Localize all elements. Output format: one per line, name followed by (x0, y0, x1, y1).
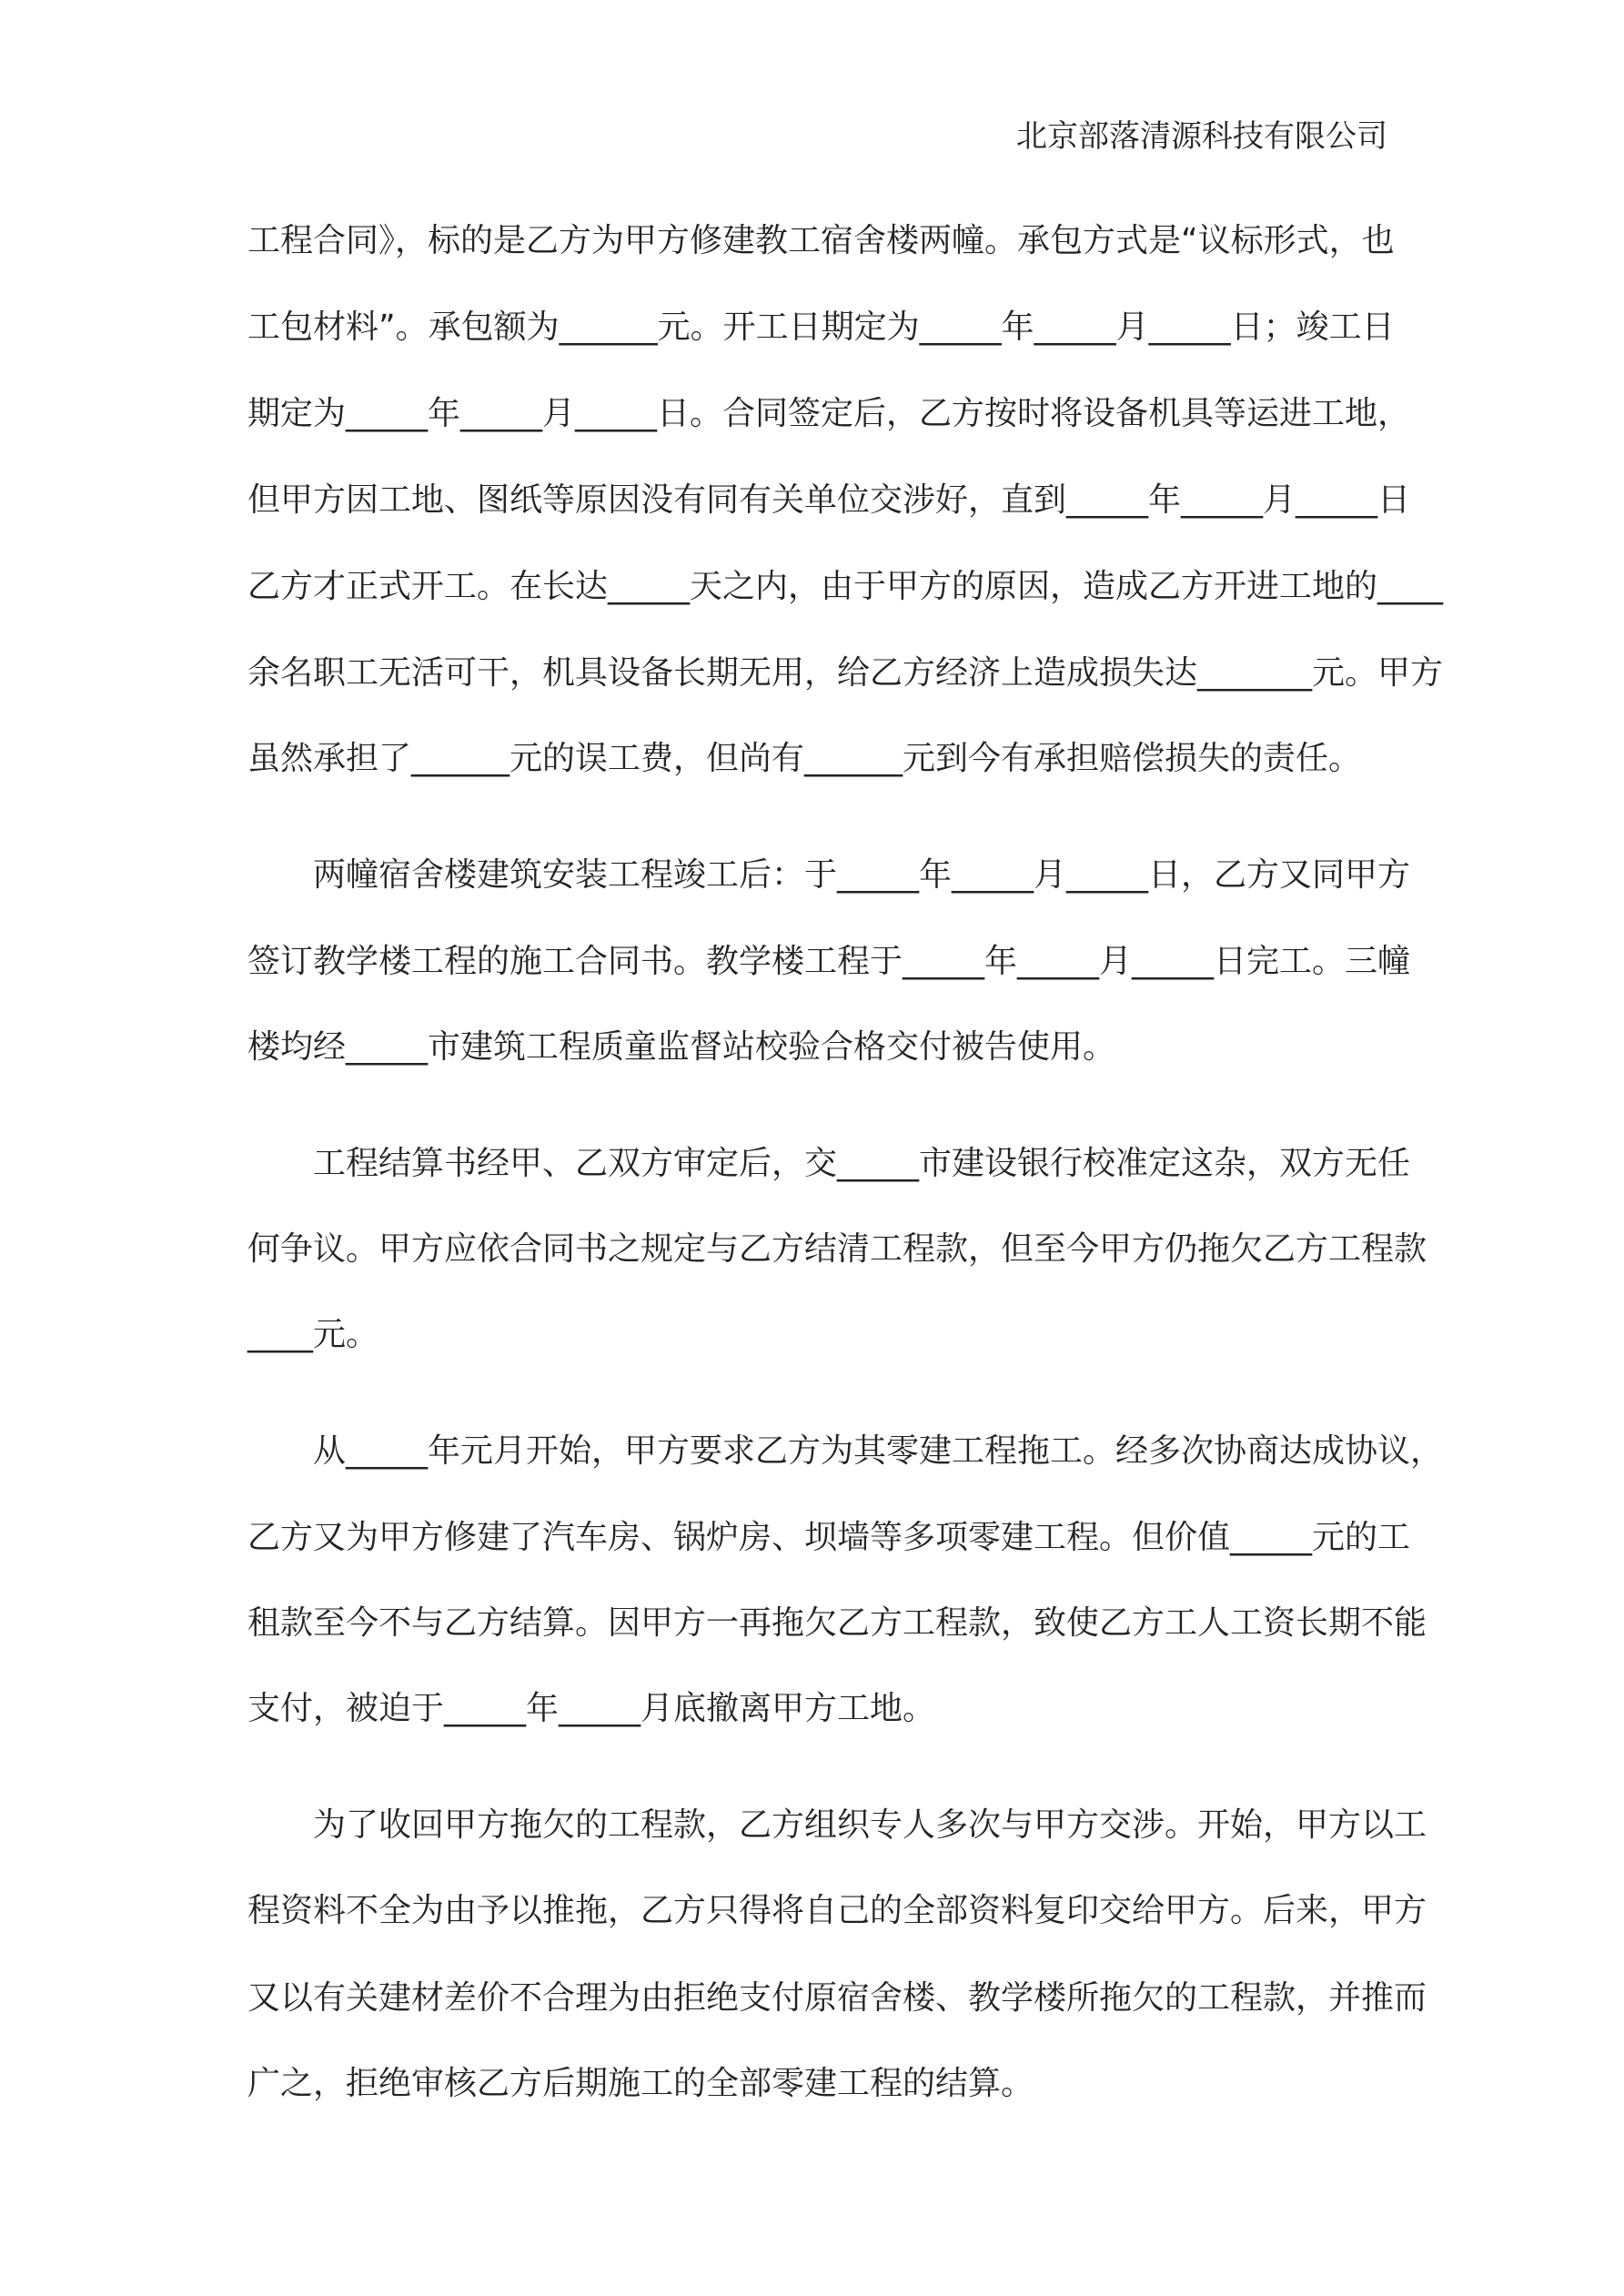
text-line: 期定为_____年_____月_____日。合同签定后，乙方按时将设备机具等运进工地， (247, 395, 1411, 432)
text-line: 工包材料”。承包额为______元。开工日期定为_____年_____月_____日；竣工日 (247, 308, 1395, 346)
text-line: 两幢宿舍楼建筑安装工程竣工后：于_____年_____月_____日，乙方又同甲方 (313, 856, 1411, 894)
text-line: 余名职工无活可干，机具设备长期无用，给乙方经济上造成损失达_______元。甲方 (247, 654, 1444, 692)
text-line: 又以有关建材差价不合理为由拒绝支付原宿舍楼、教学楼所拖欠的工程款，并推而 (247, 1979, 1427, 2017)
text-line: 工程结算书经甲、乙双方审定后，交_____市建设银行校准定这杂，双方无任 (313, 1145, 1411, 1182)
text-line: 支付，被迫于_____年_____月底撤离甲方工地。 (247, 1690, 936, 1727)
text-line: ____元。 (247, 1316, 379, 1353)
text-line: 程资料不全为由予以推拖，乙方只得将自己的全部资料复印交给甲方。后来，甲方 (247, 1892, 1427, 1929)
text-line: 广之，拒绝审核乙方后期施工的全部零建工程的结算。 (247, 2065, 1034, 2102)
text-line: 为了收回甲方拖欠的工程款，乙方组织专人多次与甲方交涉。开始，甲方以工 (313, 1806, 1427, 1844)
company-header: 北京部落清源科技有限公司 (1016, 118, 1387, 155)
text-line: 租款至今不与乙方结算。因甲方一再拖欠乙方工程款，致使乙方工人工资长期不能 (247, 1604, 1427, 1642)
text-line: 乙方又为甲方修建了汽车房、锅炉房、坝墙等多项零建工程。但价值_____元的工 (247, 1519, 1411, 1556)
text-line: 但甲方因工地、图纸等原因没有同有关单位交涉好，直到_____年_____月_____日 (247, 481, 1411, 519)
text-line: 从_____年元月开始，甲方要求乙方为其零建工程拖工。经多次协商达成协议， (313, 1432, 1444, 1470)
text-line: 楼均经_____市建筑工程质童监督站校验合格交付被告使用。 (247, 1028, 1116, 1066)
text-line: 何争议。甲方应依合同书之规定与乙方结清工程款，但至今甲方仍拖欠乙方工程款 (247, 1230, 1427, 1268)
text-line: 签订教学楼工程的施工合同书。教学楼工程于_____年_____月_____日完工。三幢 (247, 943, 1411, 980)
text-line: 乙方才正式开工。在长达_____天之内，由于甲方的原因，造成乙方开进工地的____ (247, 568, 1444, 605)
text-line: 虽然承担了______元的误工费，但尚有______元到今有承担赔偿损失的责任。 (247, 740, 1362, 777)
text-line: 工程合同》，标的是乙方为甲方修建教工宿舍楼两幢。承包方式是“议标形式，也 (247, 222, 1395, 259)
